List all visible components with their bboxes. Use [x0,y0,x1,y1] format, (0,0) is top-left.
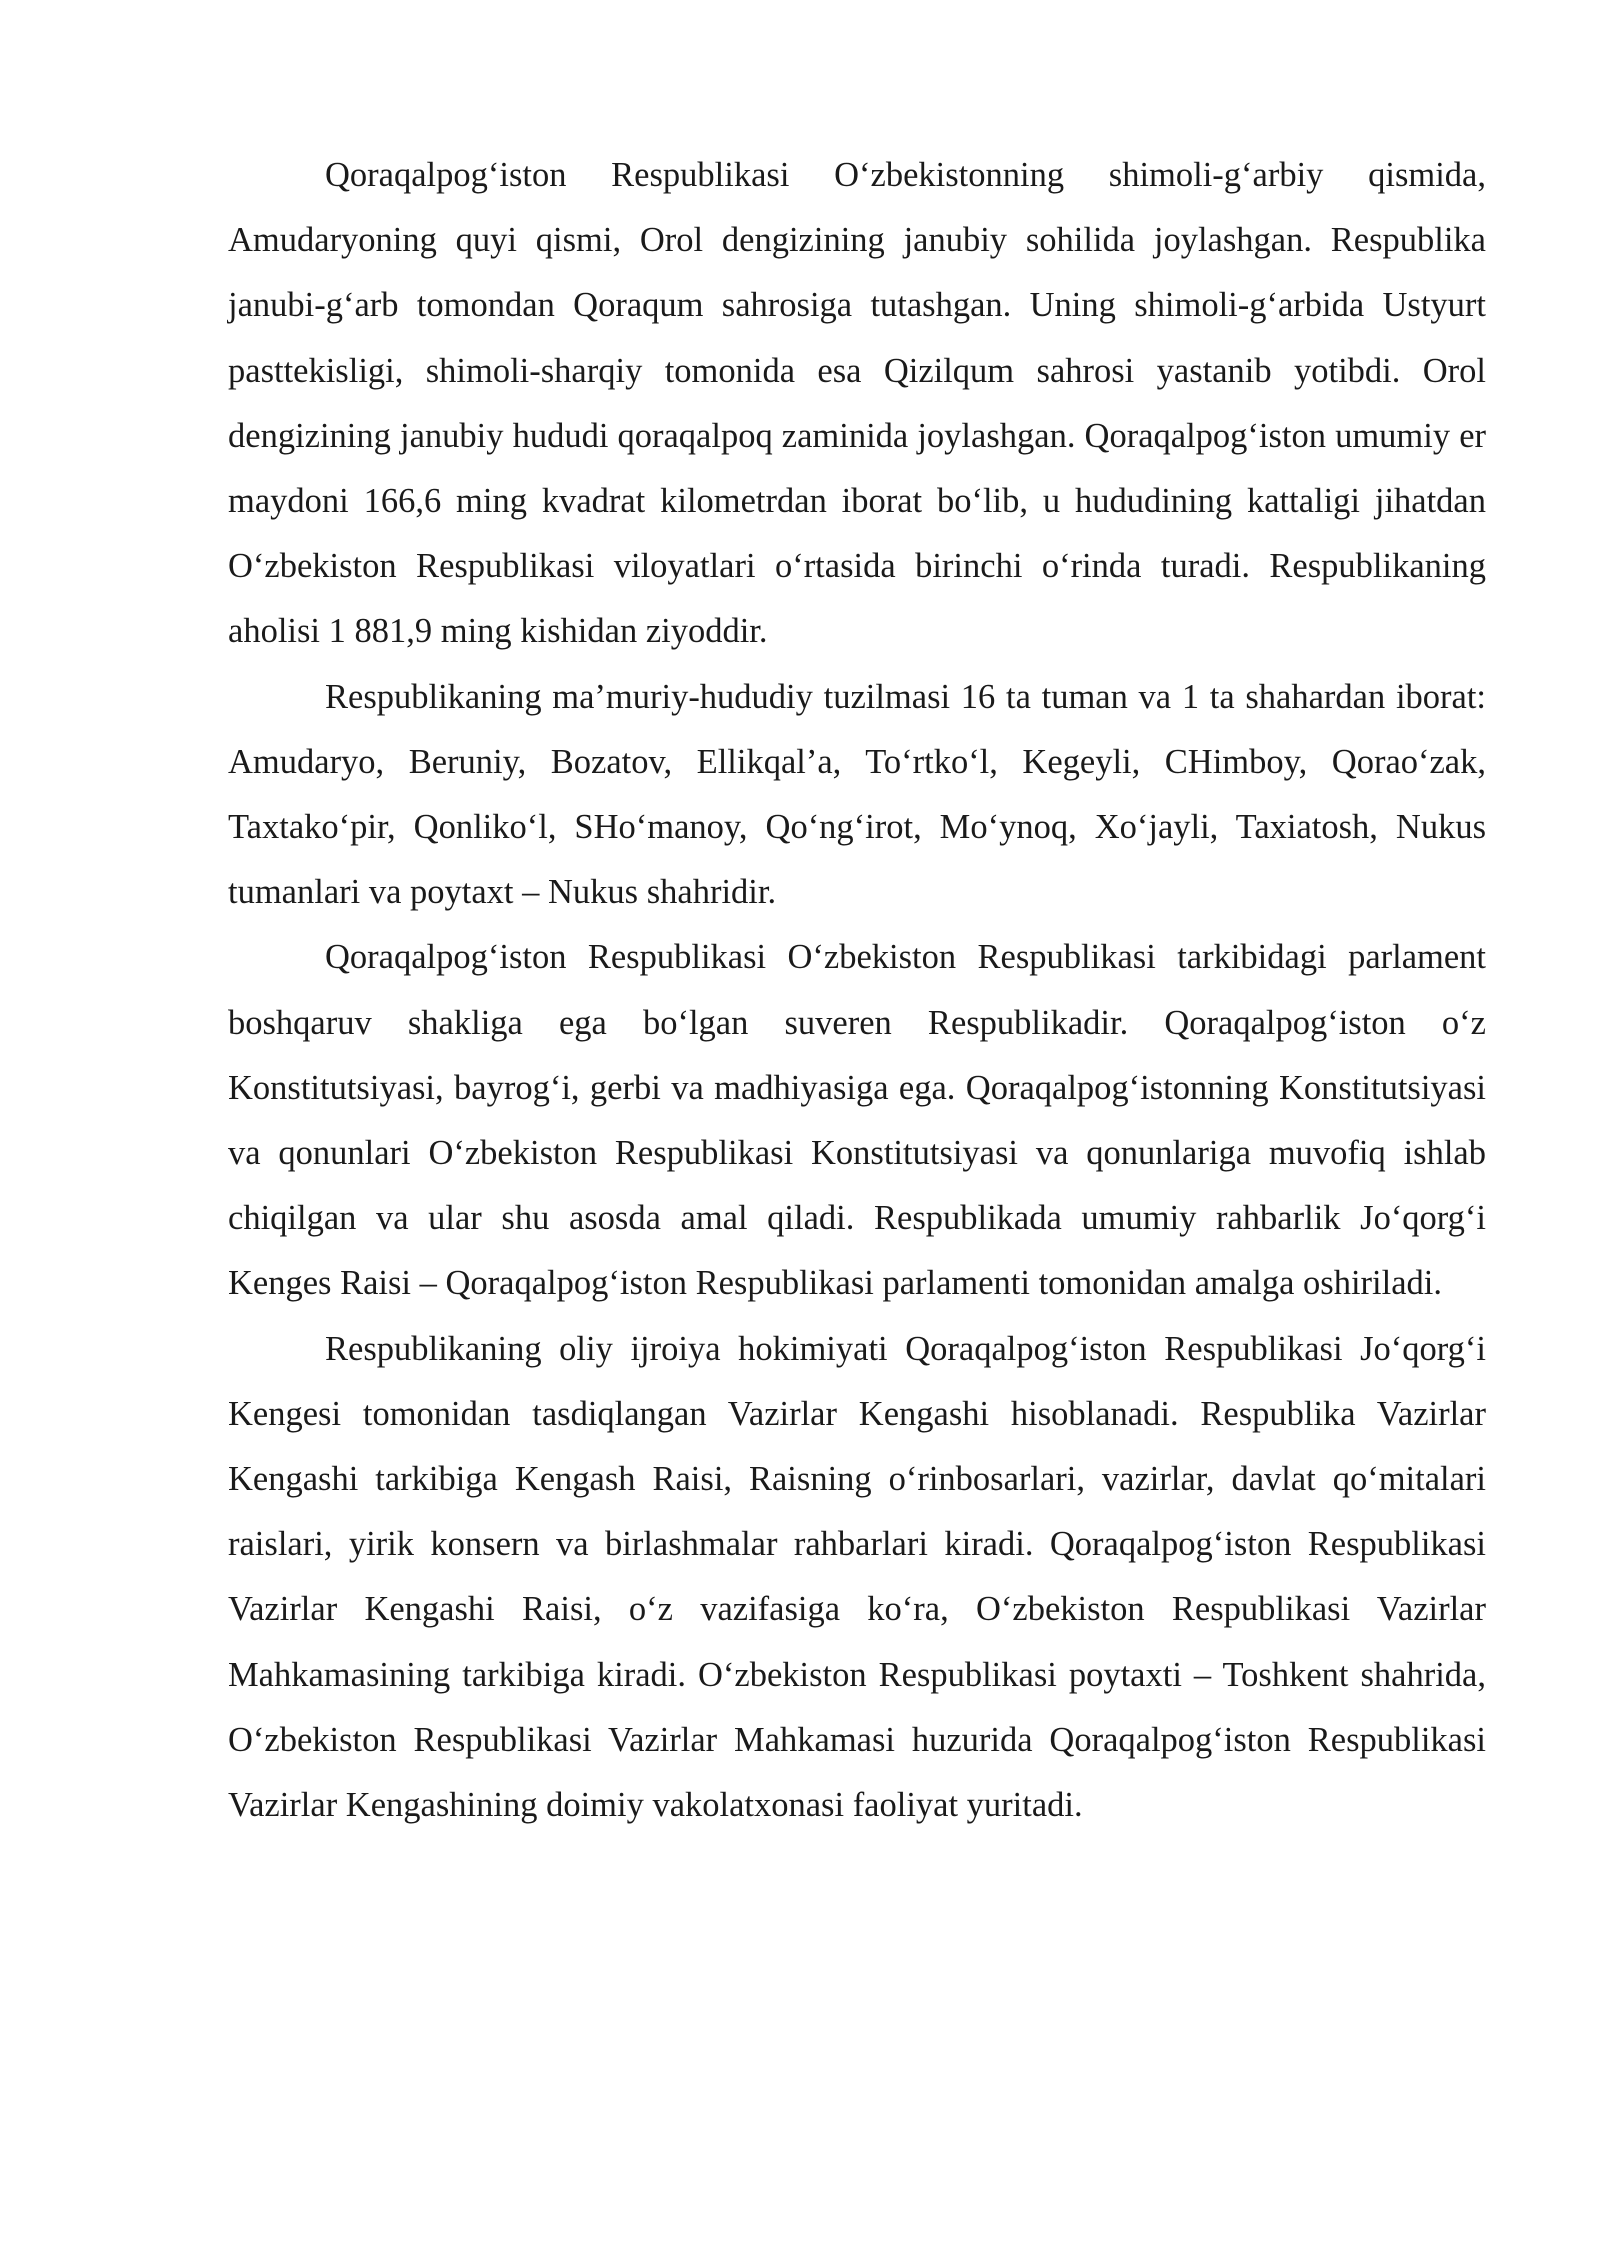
paragraph-executive-power: Respublikaning oliy ijroiya hokimiyati Qoraqalpog‘iston Respublikasi Jo‘qorg‘i Kengesi tomonidan tasdiqlangan Vazirlar Kengashi hisoblanadi. Respublika Vazirlar Kengashi tarkibiga Kengash Raisi, Raisning o‘rinbosarlari, vazirlar, davlat qo‘mitalari raislari, yirik konsern va birlashmalar rahbarlari kiradi. Qoraqalpog‘iston Respublikasi Vazirlar Kengashi Raisi, o‘z vazifasiga ko‘ra, O‘zbekiston Respublikasi Vazirlar Mahkamasining tarkibiga kiradi. O‘zbekiston Respublikasi poytaxti – Toshkent shahrida, O‘zbekiston Respublikasi Vazirlar Mahkamasi huzurida Qoraqalpog‘iston Respublikasi Vazirlar Kengashining doimiy vakolatxonasi faoliyat yuritadi. [228,1329,1486,1825]
paragraph-governance: Qoraqalpog‘iston Respublikasi O‘zbekiston Respublikasi tarkibidagi parlament boshqaruv shakliga ega bo‘lgan suveren Respublikadir. Qoraqalpog‘iston o‘z Konstitutsiyasi, bayrog‘i, gerbi va madhiyasiga ega. Qoraqalpog‘istonning Konstitutsiyasi va qonunlari O‘zbekiston Respublikasi Konstitutsiyasi va qonunlariga muvofiq ishlab chiqilgan va ular shu asosda amal qiladi. Respublikada umumiy rahbarlik Jo‘qorg‘i Kenges Raisi – Qoraqalpog‘iston Respublikasi parlamenti tomonidan amalga oshiriladi. [228,938,1486,1303]
paragraph-administrative-division: Respublikaning ma’muriy-hududiy tuzilmasi 16 ta tuman va 1 ta shahardan iborat: Amudaryo, Beruniy, Bozatov, Ellikqal’a, To‘rtko‘l, Kegeyli, CHimboy, Qorao‘zak, Taxtako‘pir, Qonliko‘l, SHo‘manoy, Qo‘ng‘irot, Mo‘ynoq, Xo‘jayli, Taxiatosh, Nukus tumanlari va poytaxt – Nukus shahridir. [228,677,1486,912]
paragraph-location: Qoraqalpog‘iston Respublikasi O‘zbekistonning shimoli-g‘arbiy qismida, Amudaryoning quyi qismi, Orol dengizining janubiy sohilida joylashgan. Respublika janubi-g‘arb tomondan Qoraqum sahrosiga tutashgan. Uning shimoli-g‘arbida Ustyurt pasttekisligi, shimoli-sharqiy tomonida esa Qizilqum sahrosi yastanib yotibdi. Orol dengizining janubiy hududi qoraqalpoq zaminida joylashgan. Qoraqalpog‘iston umumiy er maydoni 166,6 ming kvadrat kilometrdan iborat bo‘lib, u hududining kattaligi jihatdan O‘zbekiston Respublikasi viloyatlari o‘rtasida birinchi o‘rinda turadi. Respublikaning aholisi 1 881,9 ming kishidan ziyoddir. [228,156,1486,651]
document-body [228,143,1486,1838]
